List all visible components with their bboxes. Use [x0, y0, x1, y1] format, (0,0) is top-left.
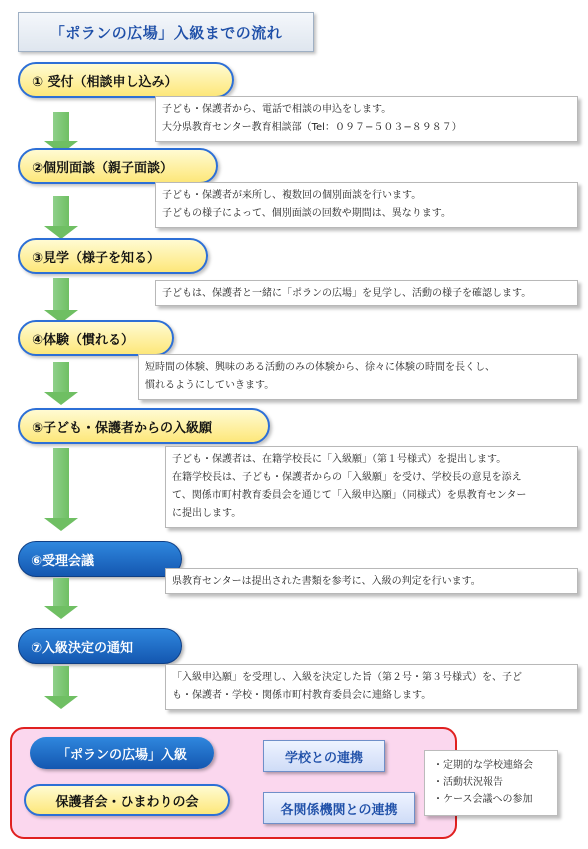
list-item: ・ケース会議への参加: [433, 794, 533, 805]
step-7-line-2: も・保護者・学校・関係市町村教育委員会に連絡します。: [172, 690, 432, 701]
list-item: ・活動状況報告: [433, 777, 503, 788]
step-5-description: [165, 446, 578, 528]
step-5-line-4: に提出します。: [172, 508, 242, 519]
step-2-line-2: 子どもの様子によって、個別面談の回数や期間は、異なります。: [162, 208, 451, 219]
page-title: 「ポランの広場」入級までの流れ: [18, 12, 314, 52]
agencies-cooperation-box: 各関係機関との連携: [263, 792, 415, 824]
arrow-down-icon: [44, 362, 78, 406]
step-1-line-2: 大分県教育センター教育相談部（Tel：０９７−５０３−８９８７）: [162, 122, 462, 133]
parents-association-pill: 保護者会・ひまわりの会: [24, 784, 230, 816]
step-2-description: [155, 182, 578, 228]
arrow-down-icon: [44, 448, 78, 532]
step-7-line-1: 「入級申込願」を受理し、入級を決定した旨（第２号・第３号様式）を、子ど: [172, 672, 522, 683]
step-3-pill: ③見学（様子を知る）: [18, 238, 208, 274]
step-5-line-1: 子ども・保護者は、在籍学校長に「入級願」（第１号様式）を提出します。: [172, 454, 507, 465]
arrow-down-icon: [44, 578, 78, 620]
step-2-line-1: 子ども・保護者が来所し、複数回の個別面談を行います。: [162, 190, 422, 201]
step-1-pill: ① 受付（相談申し込み）: [18, 62, 234, 98]
step-4-line-2: 慣れるようにしていきます。: [145, 380, 275, 391]
arrow-down-icon: [44, 196, 78, 240]
step-3-line-1: 子どもは、保護者と一緒に「ポランの広場」を見学し、活動の様子を確認します。: [162, 288, 532, 299]
step-6-line-1: 県教育センターは提出された書類を参考に、入級の判定を行います。: [172, 576, 481, 587]
list-item: ・定期的な学校連絡会: [433, 760, 533, 771]
step-5-line-2: 在籍学校長は、子ども・保護者からの「入級願」を受け、学校長の意見を添え: [172, 472, 522, 483]
step-3-description: [155, 280, 578, 306]
step-7-description: [165, 664, 578, 710]
arrow-down-icon: [44, 278, 78, 324]
step-1-description: [155, 96, 578, 142]
step-2-pill: ②個別面談（親子面談）: [18, 148, 218, 184]
step-6-pill: ⑥受理会議: [18, 541, 182, 577]
cooperation-list: [424, 750, 558, 816]
step-4-pill: ④体験（慣れる）: [18, 320, 174, 356]
step-5-line-3: て、関係市町村教育委員会を通じて「入級申込願」（同様式）を県教育センター: [172, 490, 527, 501]
step-7-pill: ⑦入級決定の通知: [18, 628, 182, 664]
step-1-line-1: 子ども・保護者から、電話で相談の申込をします。: [162, 104, 392, 115]
step-4-description: [138, 354, 578, 400]
school-cooperation-box: 学校との連携: [263, 740, 385, 772]
step-6-description: [165, 568, 578, 594]
step-4-line-1: 短時間の体験、興味のある活動のみの体験から、徐々に体験の時間を長くし、: [145, 362, 495, 373]
step-5-pill: ⑤子ども・保護者からの入級願: [18, 408, 270, 444]
enrollment-pill: 「ポランの広場」入級: [30, 737, 214, 769]
arrow-down-icon: [44, 666, 78, 710]
